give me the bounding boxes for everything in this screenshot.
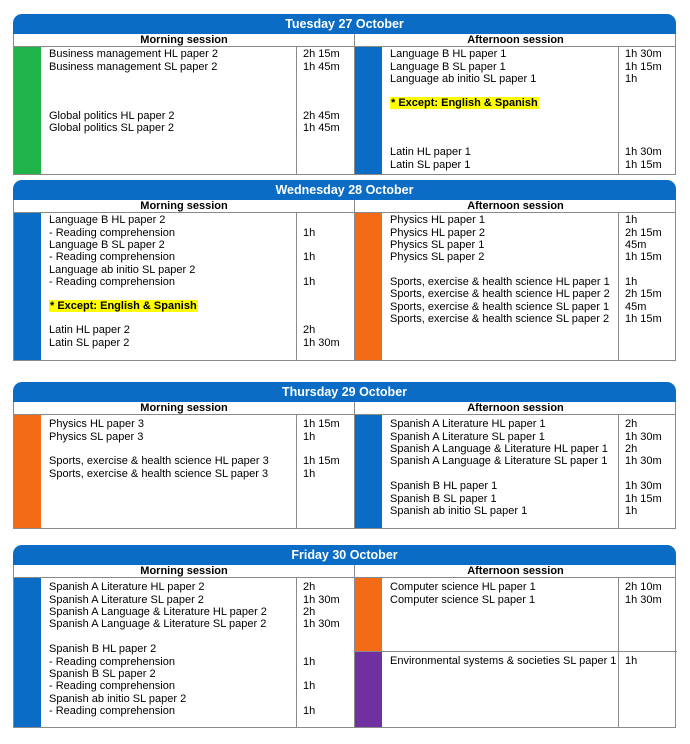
exam-duration: 1h 30m xyxy=(303,336,340,349)
exam-duration: 1h xyxy=(625,276,638,288)
exam-duration: 2h xyxy=(625,443,638,455)
exam-subject: - Reading comprehension xyxy=(49,251,175,263)
exam-duration: 1h 15m xyxy=(625,158,662,171)
morning-session-header: Morning session xyxy=(14,402,354,415)
exam-subject: - Reading comprehension xyxy=(49,705,175,717)
exam-subject: Spanish B HL paper 1 xyxy=(390,480,498,492)
day-header: Thursday 29 October xyxy=(13,382,676,402)
exam-subject: Spanish ab initio SL paper 2 xyxy=(49,692,187,705)
exam-duration: 2h 15m xyxy=(625,226,662,239)
exam-subject: Global politics SL paper 2 xyxy=(49,122,174,134)
exam-duration: 1h xyxy=(303,430,316,443)
day-table xyxy=(13,402,676,529)
exam-duration: 1h 15m xyxy=(625,60,662,73)
day-block-wednesday xyxy=(13,180,676,361)
exam-duration: 1h 30m xyxy=(625,146,662,158)
exam-subject: Spanish A Language & Literature SL paper 1 xyxy=(390,455,608,467)
exam-subject: Language ab initio SL paper 1 xyxy=(390,73,537,85)
day-block-thursday xyxy=(13,382,676,529)
afternoon-session-header: Afternoon session xyxy=(355,565,676,578)
exam-subject: Language ab initio SL paper 2 xyxy=(49,263,196,276)
afternoon-session-header: Afternoon session xyxy=(355,402,676,415)
exam-subject: Environmental systems & societies SL paper 1 xyxy=(390,655,617,667)
exam-subject: Sports, exercise & health science SL paper 3 xyxy=(49,467,269,480)
exam-subject: - Reading comprehension xyxy=(49,276,175,288)
exam-duration: 1h 45m xyxy=(303,60,340,73)
exam-subject: Sports, exercise & health science HL paper 3 xyxy=(49,455,269,467)
morning-session-header: Morning session xyxy=(14,565,354,578)
afternoon-session-header: Afternoon session xyxy=(355,200,676,213)
exam-duration: 1h 15m xyxy=(303,455,340,467)
exam-subject: - Reading comprehension xyxy=(49,680,175,692)
morning-session-header: Morning session xyxy=(14,200,354,213)
exam-subject: Physics HL paper 3 xyxy=(49,418,144,430)
exam-duration: 1h 30m xyxy=(625,593,662,606)
exam-duration: 1h 30m xyxy=(625,455,662,467)
highlighted-note: * Except: English & Spanish xyxy=(50,300,197,312)
exam-subject: Physics HL paper 2 xyxy=(390,226,485,239)
subject-group-color-bar xyxy=(14,415,41,528)
exam-subject: Sports, exercise & health science SL paper 1 xyxy=(390,300,610,313)
exam-subject: Language B HL paper 2 xyxy=(49,214,166,226)
exam-duration: 1h xyxy=(303,705,316,717)
subject-group-color-bar xyxy=(14,47,41,174)
day-table xyxy=(13,565,676,728)
exam-duration: 1h xyxy=(303,276,316,288)
exam-subject: Business management HL paper 2 xyxy=(49,48,218,60)
subject-group-color-bar xyxy=(355,213,382,360)
exam-subject: Latin HL paper 1 xyxy=(390,146,471,158)
exam-duration: 1h 30m xyxy=(625,480,662,492)
day-block-friday xyxy=(13,545,676,728)
exam-duration: 1h xyxy=(303,251,316,263)
exam-subject: - Reading comprehension xyxy=(49,655,175,668)
subject-group-color-bar xyxy=(355,47,382,174)
subject-group-color-bar xyxy=(14,213,41,360)
exam-subject: Global politics HL paper 2 xyxy=(49,109,175,122)
exam-duration: 1h 15m xyxy=(303,418,340,430)
exam-subject: Physics SL paper 2 xyxy=(390,251,485,263)
exception-note xyxy=(390,97,539,109)
exam-duration: 2h 15m xyxy=(303,48,340,60)
exam-subject: Spanish A Language & Literature HL paper 1 xyxy=(390,443,608,455)
exam-duration: 45m xyxy=(625,300,647,313)
exam-subject: Latin SL paper 2 xyxy=(49,336,130,349)
exam-duration: 1h 45m xyxy=(303,122,340,134)
subject-group-color-bar xyxy=(355,652,382,727)
exam-subject: Language B SL paper 1 xyxy=(390,60,506,73)
exam-subject: Spanish A Literature SL paper 1 xyxy=(390,430,545,443)
exam-subject: Business management SL paper 2 xyxy=(49,60,218,73)
exam-duration: 1h 15m xyxy=(625,251,662,263)
exam-subject: Language B HL paper 1 xyxy=(390,48,507,60)
exam-duration: 1h xyxy=(625,214,638,226)
exam-duration: 1h 15m xyxy=(625,492,662,505)
exam-subject: Physics HL paper 1 xyxy=(390,214,485,226)
exam-subject: Sports, exercise & health science SL paper 2 xyxy=(390,312,610,325)
exam-duration: 1h xyxy=(625,655,638,667)
exam-duration: 2h xyxy=(303,581,316,593)
afternoon-session-header: Afternoon session xyxy=(355,34,676,47)
exam-subject: Spanish B SL paper 1 xyxy=(390,492,497,505)
exception-note xyxy=(49,300,198,312)
exam-duration: 1h 30m xyxy=(625,430,662,443)
exam-subject: Spanish A Language & Literature SL paper 2 xyxy=(49,618,267,630)
subject-group-color-bar xyxy=(14,578,41,727)
highlighted-note: * Except: English & Spanish xyxy=(391,97,538,109)
exam-subject: Latin HL paper 2 xyxy=(49,324,130,336)
exam-duration: 1h xyxy=(303,655,316,668)
day-header: Friday 30 October xyxy=(13,545,676,565)
exam-duration: 2h 45m xyxy=(303,109,340,122)
exam-subject: Sports, exercise & health science HL paper 2 xyxy=(390,288,610,300)
exam-subject: Physics SL paper 3 xyxy=(49,430,144,443)
exam-duration: 2h 10m xyxy=(625,581,662,593)
exam-duration: 1h xyxy=(625,73,638,85)
exam-subject: Computer science HL paper 1 xyxy=(390,581,536,593)
exam-subject: Sports, exercise & health science HL paper 1 xyxy=(390,276,610,288)
exam-duration: 2h xyxy=(303,606,316,618)
exam-duration: 2h 15m xyxy=(625,288,662,300)
exam-duration: 1h 30m xyxy=(625,48,662,60)
morning-session-header: Morning session xyxy=(14,34,354,47)
day-header: Wednesday 28 October xyxy=(13,180,676,200)
exam-subject: Computer science SL paper 1 xyxy=(390,593,536,606)
day-block-tuesday xyxy=(13,14,676,175)
exam-duration: 2h xyxy=(303,324,316,336)
exam-duration: 2h xyxy=(625,418,638,430)
subject-group-color-bar xyxy=(355,578,382,651)
exam-duration: 1h 15m xyxy=(625,312,662,325)
exam-duration: 45m xyxy=(625,239,647,251)
exam-subject: Spanish A Literature HL paper 1 xyxy=(390,418,546,430)
exam-duration: 1h xyxy=(303,226,316,239)
exam-subject: - Reading comprehension xyxy=(49,226,175,239)
exam-subject: Latin SL paper 1 xyxy=(390,158,471,171)
exam-duration: 1h 30m xyxy=(303,593,340,606)
exam-subject: Spanish B SL paper 2 xyxy=(49,668,156,680)
exam-subject: Spanish A Literature SL paper 2 xyxy=(49,593,204,606)
exam-duration: 1h xyxy=(303,680,316,692)
day-header: Tuesday 27 October xyxy=(13,14,676,34)
exam-subject: Spanish A Language & Literature HL paper 2 xyxy=(49,606,267,618)
day-table xyxy=(13,34,676,175)
exam-duration: 1h 30m xyxy=(303,618,340,630)
exam-subject: Spanish A Literature HL paper 2 xyxy=(49,581,205,593)
exam-subject: Spanish ab initio SL paper 1 xyxy=(390,505,528,517)
exam-duration: 1h xyxy=(303,467,316,480)
subject-group-color-bar xyxy=(355,415,382,528)
exam-duration: 1h xyxy=(625,505,638,517)
exam-subject: Language B SL paper 2 xyxy=(49,239,165,251)
day-table xyxy=(13,200,676,361)
exam-subject: Spanish B HL paper 2 xyxy=(49,643,157,655)
exam-subject: Physics SL paper 1 xyxy=(390,239,485,251)
